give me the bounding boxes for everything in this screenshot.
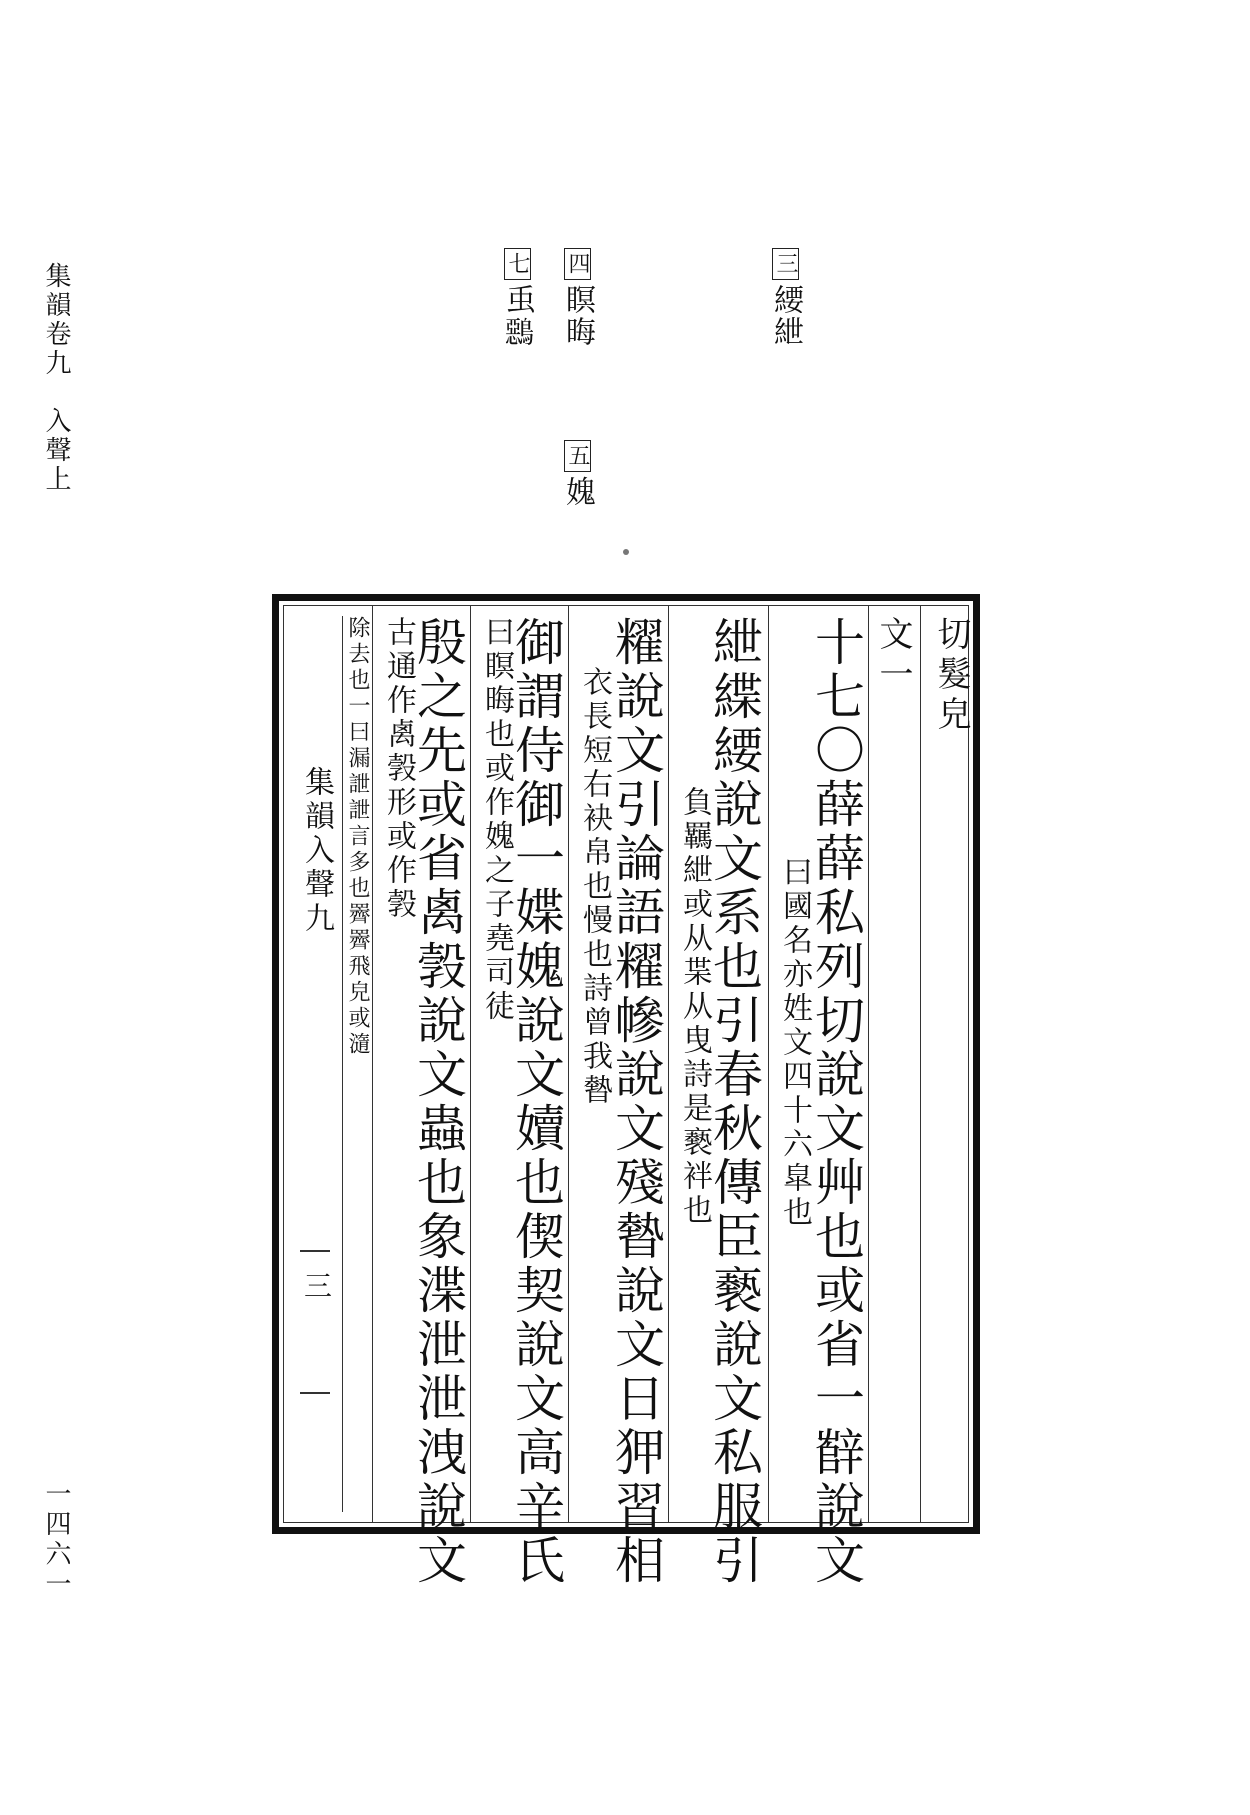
note-text: 瞑晦 xyxy=(560,284,595,348)
page-number: 一四六一 xyxy=(41,1480,71,1600)
text-column: 曰國名亦姓文四十六皐也 xyxy=(777,856,812,1230)
frame-inner-border xyxy=(283,605,971,1588)
note-text: 䖝𪅴 xyxy=(500,284,535,348)
column-rule xyxy=(868,606,869,1522)
text-column: 文一 xyxy=(873,616,913,696)
text-column: 負羈紲或从枼从曳詩是褻袢也 xyxy=(677,786,712,1228)
text-column: 紲緤䌁說文系也引春秋傳臣褻說文私服引 xyxy=(705,616,763,1588)
text-column: 衣長短右袂帛也慢也詩曾我暬 xyxy=(577,666,612,1108)
column-rule xyxy=(768,606,769,1522)
text-column: 除去也一曰漏詍詍言多也䍤䍤飛皃或㵦 xyxy=(345,616,370,1058)
collation-note-7 xyxy=(500,248,534,348)
spine-title: 集韻入聲九 xyxy=(299,766,334,936)
column-rule xyxy=(668,606,669,1522)
collation-note-4 xyxy=(560,248,594,348)
text-column: 䊮說文引論語䊮幓說文殘暬說文日狎習相 xyxy=(607,616,665,1588)
text-column: 御謂侍御一媟媿說文嬻也偰契說文高辛氏 xyxy=(507,616,565,1588)
note-text: 䌁紲 xyxy=(768,284,803,348)
note-number: 五 xyxy=(564,440,591,472)
column-rule xyxy=(372,606,373,1522)
text-column: 十七〇薛薛私列切說文艸也或省一辥說文 xyxy=(807,616,865,1588)
note-number: 三 xyxy=(772,248,799,280)
column-rule xyxy=(920,606,921,1522)
column-rule xyxy=(568,606,569,1522)
text-column: 殷之先或省禼㝅說文蟲也象渫泄泄洩說文 xyxy=(409,616,467,1588)
spine-page: 三 xyxy=(300,1271,333,1301)
book-spine xyxy=(290,616,343,1512)
text-column: 切髮皃 xyxy=(931,616,971,736)
collation-note-3 xyxy=(768,248,802,348)
collation-note-5 xyxy=(560,440,594,508)
running-head: 集韻卷九 入聲上 xyxy=(41,262,71,494)
note-number: 四 xyxy=(564,248,591,280)
spine-rule xyxy=(300,1392,330,1394)
text-column: 曰瞑晦也或作媿之子堯司徒 xyxy=(479,616,514,1024)
spine-rule xyxy=(300,1250,330,1252)
note-number: 七 xyxy=(504,248,531,280)
note-text: 媿 xyxy=(560,476,595,508)
column-rule xyxy=(470,606,471,1522)
text-column: 古通作禼㝅形或作㝅 xyxy=(381,616,416,922)
ink-speck xyxy=(623,549,629,555)
text-frame xyxy=(272,594,980,1588)
